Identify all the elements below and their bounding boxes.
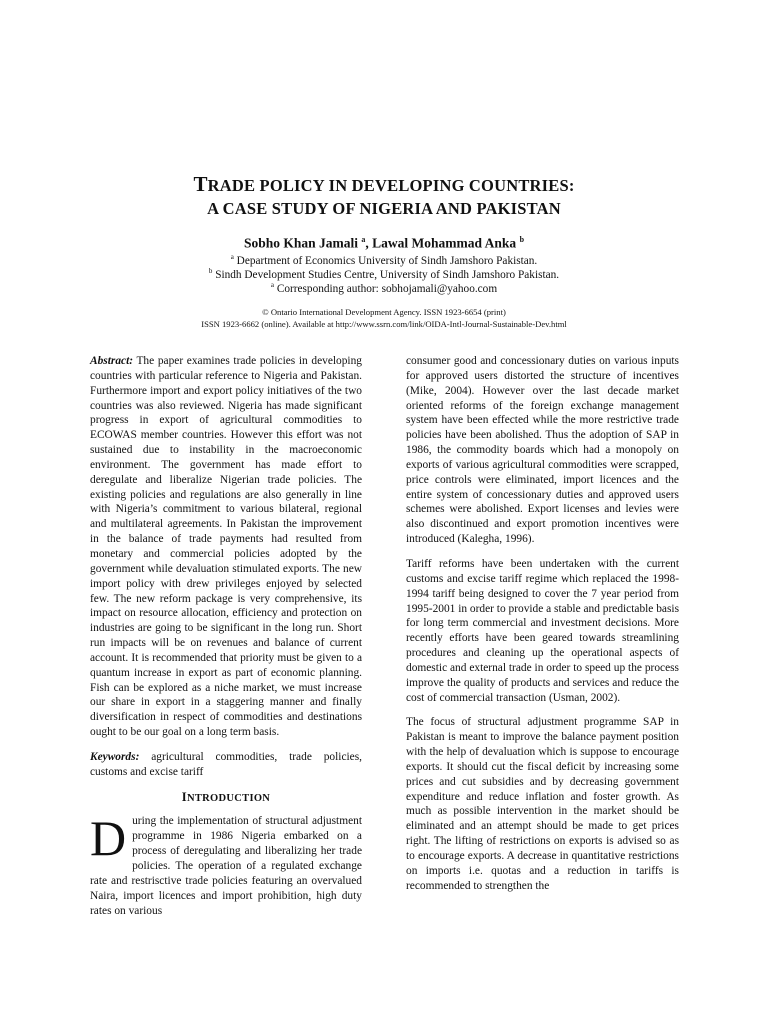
body-paragraph-2: Tariff reforms have been undertaken with the current customs and excise tariff regime which replaced the 1998-1994 tariff being designed to cover the 7 year period from 1995-2001 in order to provide a stable and predictable basis for long term commercial and investment decisions. More recently efforts have been geared towards streamlining procedures and cleaning up the operational aspects of domestic and external trade in order to speed up the process improve the quality of products and services and reduce the cost of commercial transaction (Usman, 2002). <box>406 557 679 704</box>
corresponding-author-text: Corresponding author: sobhojamali@yahoo.com <box>276 282 498 295</box>
left-column <box>90 354 362 928</box>
copyright-line-1: © Ontario International Development Agency. ISSN 1923-6654 (print) <box>262 307 506 317</box>
paper-title-line1 <box>0 172 768 197</box>
title-line1-text: RADE POLICY IN DEVELOPING COUNTRIES: <box>207 176 575 195</box>
drop-cap: D <box>90 810 127 867</box>
copyright-line-2: ISSN 1923-6662 (online). Available at http://www.ssrn.com/link/OIDA-Intl-Journal-Sustainable-Dev.html <box>201 319 567 329</box>
body-paragraph-3: The focus of structural adjustment programme SAP in Pakistan is meant to improve the balance payment position with the help of devaluation which is suppose to encourage exports. It should cut the fiscal deficit by increasing some prices and cut subsidies and by decreasing government expenditure and reduce inflation and foster growth. As much as possible intervention in the market should be eliminated and an attempt should be made to get prices right. The lifting of restrictions on exports is advised so as to encourage exports. A decrease in quantitative restrictions on imports i.e. quotas and a reduction in tariffs is recommended to strengthen the <box>406 716 679 892</box>
keywords-text: agricultural commodities, trade policies, customs and excise tariff <box>90 750 362 778</box>
introduction-text: uring the implementation of structural adjustment programme in 1986 Nigeria embarked on a process of deregulating and liberalizing her trade policies. The operation of a regulated exchange rate and restrisctive trade policies featuring an overvalued Naira, import licences and import prohibition, high duty rates on various <box>90 815 362 917</box>
body-paragraph-1: consumer good and concessionary duties on various inputs for approved users distorted the structure of incentives (Mike, 2004). However over the last decade market oriented reforms of the foreign exchange management system have been effected while the more restrictive trade policies have been abolished. Thus the adoption of SAP in 1986, the commodity boards which had a monopoly on exports of various agricultural commodities were scrapped, price controls were eliminated, import licences and the entire system of concessionary duties and approved users schemes were abolished. Export licenses and levies were also discontinued and export promotion incentives were introduced (Kalegha, 1996). <box>406 355 679 546</box>
affiliation-1-sup: a <box>230 253 234 261</box>
abstract-text: The paper examines trade policies in developing countries with particular reference to Nigeria and Pakistan. Furthermore import and export policy initiatives of the two countries was also reviewed. Nigeria has made significant progress in export of agricultural commodities to ECOWAS member countries. However this effort was not sustained due to instability in the macroeconomic environment. The government has made effort to deregulate and liberalize Nigerian trade policies. The existing policies and regulations are also generally in line with Nigeria’s commitment to various bilateral, regional and multilateral agreements. In Pakistan the improvement in the balance of trade payments had resulted from monetary and commercial policies adopted by the government while devaluation stimulated exports. The new import policy with drew privileges enjoyed by selected few. The new reform package is very comprehensive, its impact on resource allocation, efficiency and protection on industries are going to be significant in the long run. Short run impacts will be on revenues and balance of current account. It is recommended that priority must be given to a quantum increase in export as part of economic planning. Fish can be explored as a niche market, we must increase our share in export in a staggering manner and finally diversification in respect of commodities and destinations ought to be our goal on a long term basis. <box>90 355 362 739</box>
author-2-sup: b <box>519 235 525 244</box>
author-line <box>0 235 768 252</box>
title-initial-cap: T <box>193 172 208 196</box>
author-1-sup: a <box>361 235 366 244</box>
author-separator: , <box>365 235 373 251</box>
abstract-label: Abstract: <box>90 355 134 367</box>
affiliation-3-sup: a <box>270 281 274 289</box>
affiliation-1-text: Department of Economics University of Sindh Jamshoro Pakistan. <box>236 254 538 267</box>
introduction-paragraph <box>90 810 362 918</box>
author-1-name: Sobho Khan Jamali <box>243 235 359 251</box>
affiliation-2-sup: b <box>208 267 213 275</box>
author-2-name: Lawal Mohammad Anka <box>372 235 517 251</box>
affiliation-1 <box>0 253 768 267</box>
corresponding-author <box>0 281 768 295</box>
right-column <box>406 354 679 904</box>
paper-title-line2: A CASE STUDY OF NIGERIA AND PAKISTAN <box>207 199 561 218</box>
introduction-heading-cap: I <box>181 789 187 804</box>
affiliation-2-text: Sindh Development Studies Centre, University of Sindh Jamshoro Pakistan. <box>215 268 560 281</box>
keywords-paragraph <box>90 750 362 780</box>
introduction-heading-rest: NTRODUCTION <box>186 792 271 804</box>
abstract-paragraph <box>90 354 362 740</box>
affiliation-2 <box>0 267 768 281</box>
introduction-heading <box>90 790 362 807</box>
keywords-label: Keywords: <box>90 750 140 763</box>
